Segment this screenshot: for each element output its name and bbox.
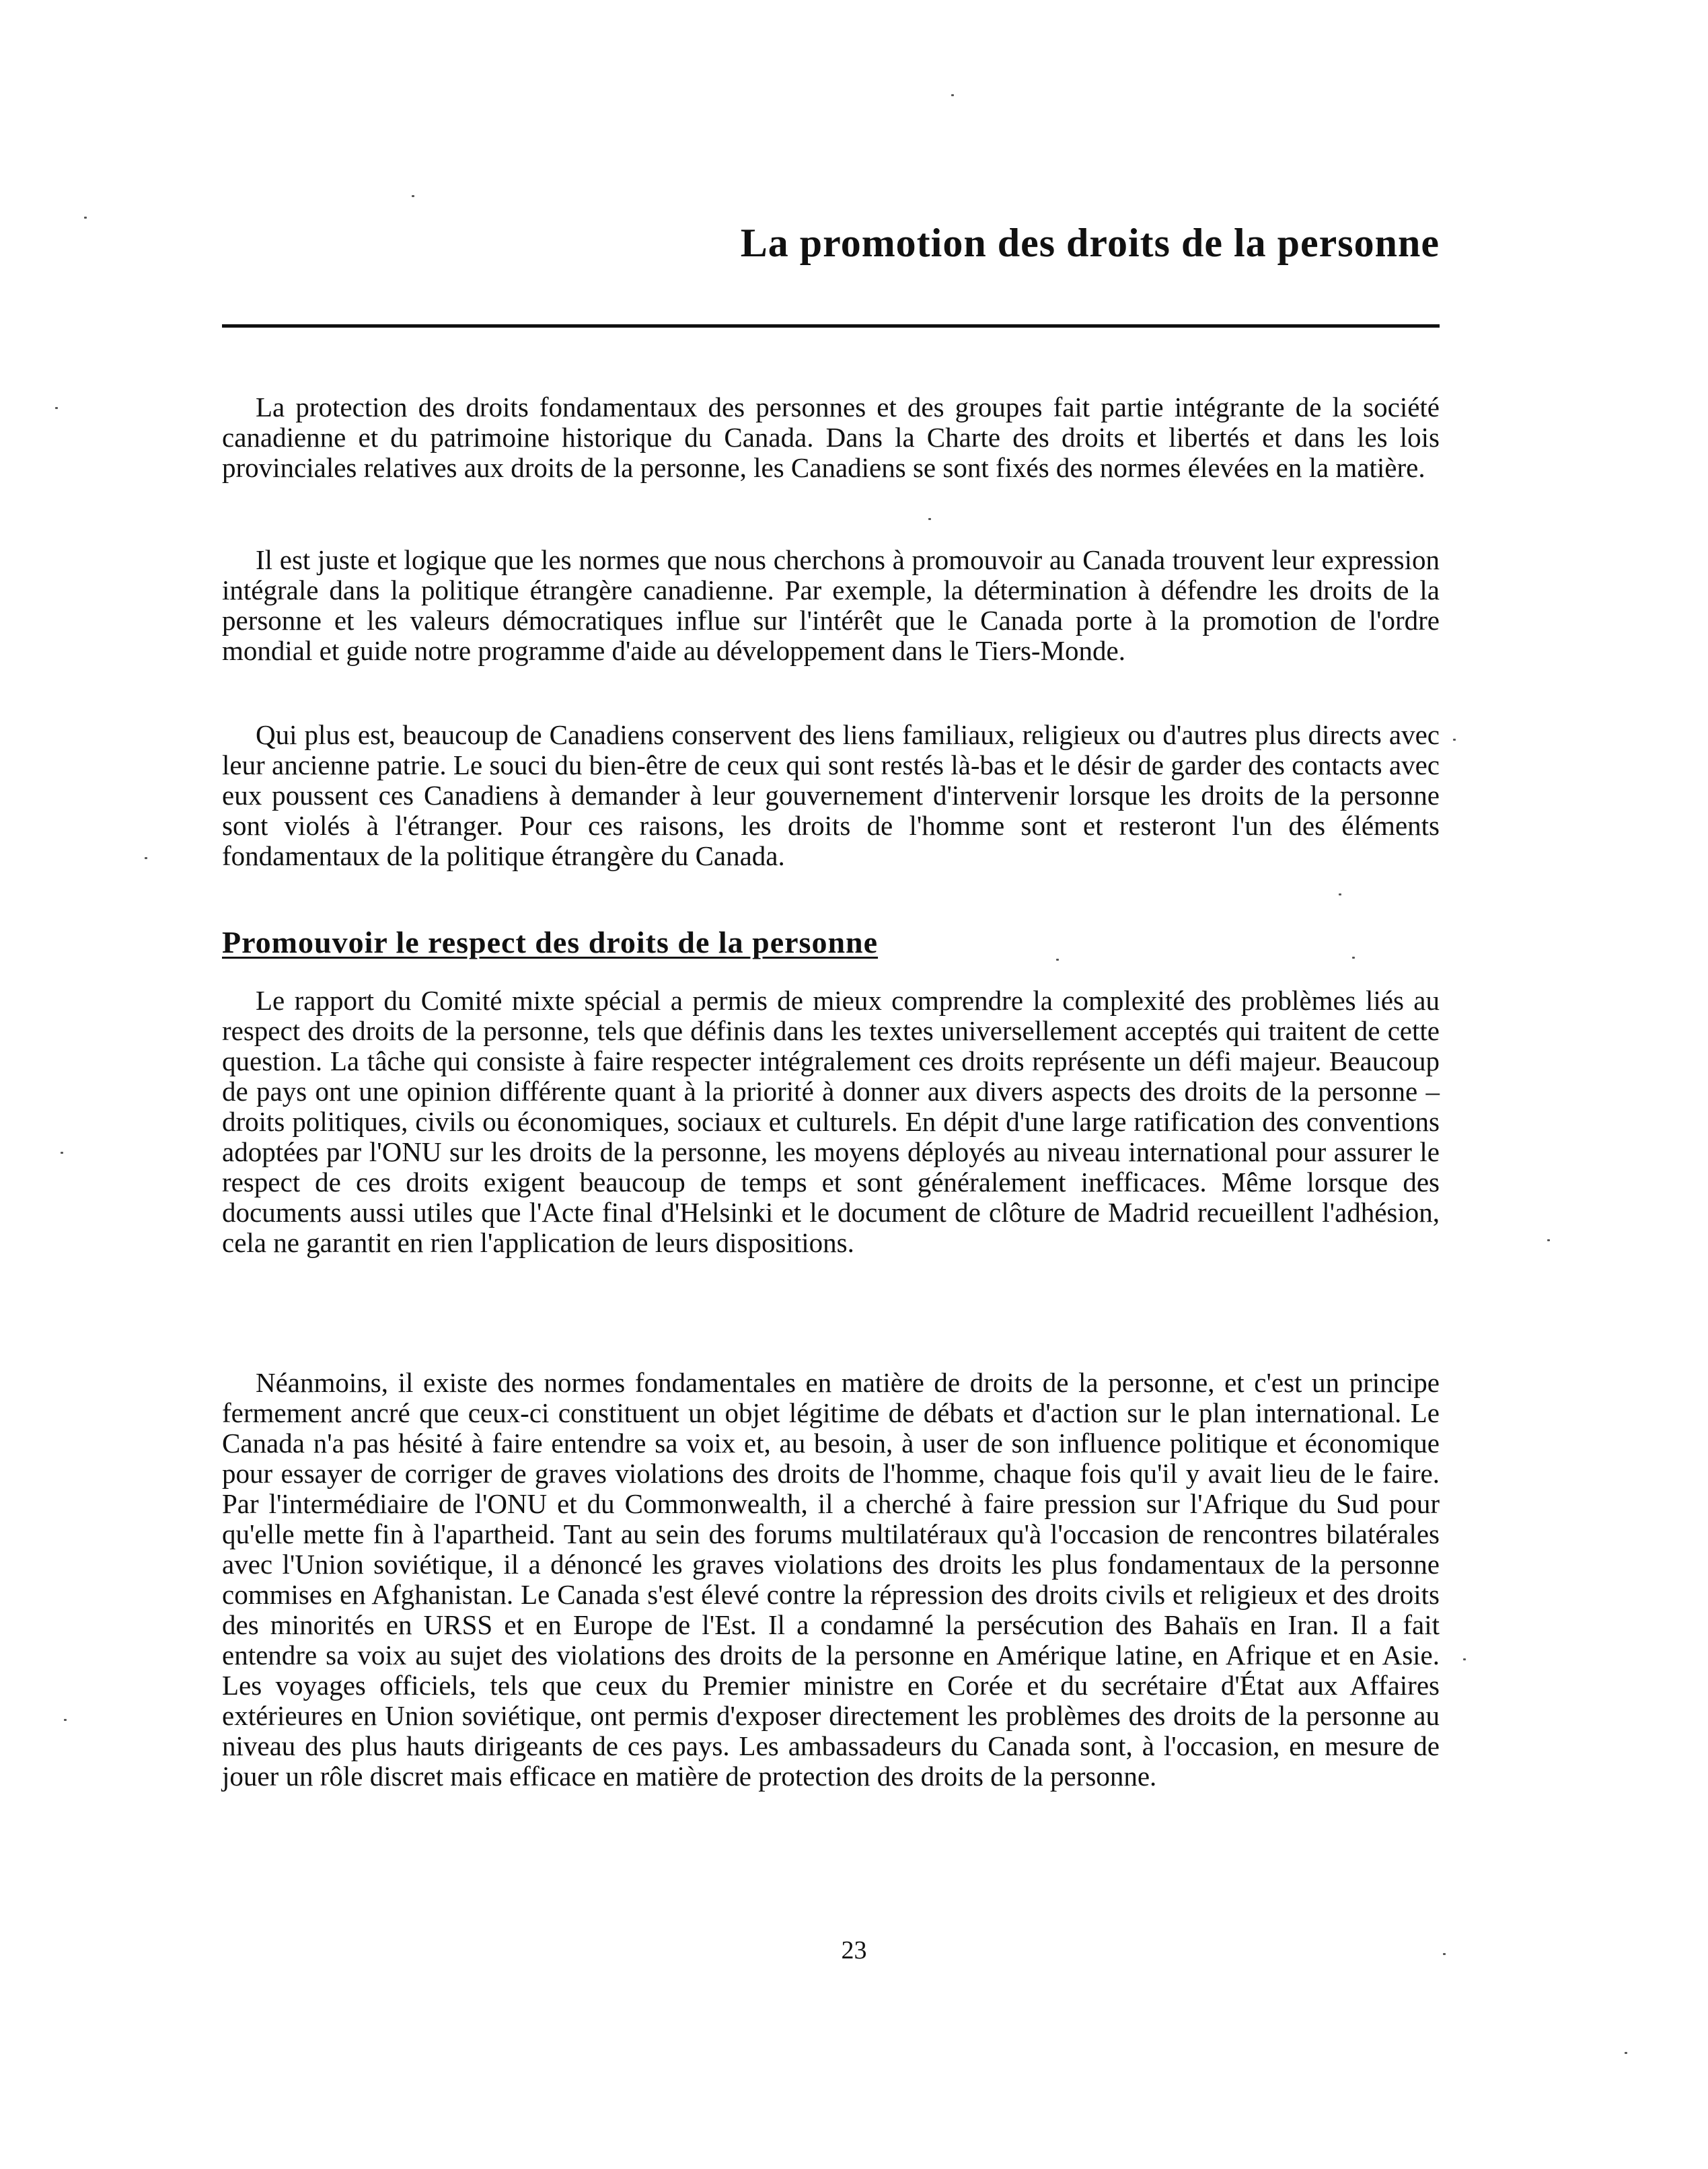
page-number: 23 [841, 1936, 867, 1964]
scan-speck [951, 94, 954, 96]
section-paragraph-1: Le rapport du Comité mixte spécial a permis de mieux comprendre la complexité des problèmes liés au respect des droits de la personne, tels que définis dans les textes universellement acceptés qui traitent de cette question. La tâche qui consiste à faire respecter intégralement ces droits représente un défi majeur. Beaucoup de pays ont une opinion différente quant à la priorité à donner aux divers aspects des droits de la personne – droits politiques, civils ou économiques, sociaux et culturels. En dépit d'une large ratification des conventions adoptées par l'ONU sur les droits de la personne, les moyens déployés au niveau international pour assurer le respect de ces droits exigent beaucoup de temps et sont généralement inefficaces. Même lorsque des documents aussi utiles que l'Acte final d'Helsinki et le document de clôture de Madrid recueillent l'adhésion, cela ne garantit en rien l'application de leurs dispositions. [222, 985, 1440, 1258]
scan-speck [412, 195, 414, 197]
paragraph-1: La protection des droits fondamentaux des personnes et des groupes fait partie intégrante de la société canadienne et du patrimoine historique du Canada. Dans la Charte des droits et libertés et dans les lois provinciales relatives aux droits de la personne, les Canadiens se sont fixés des normes élevées en la matière. [222, 392, 1440, 483]
scan-speck [61, 1152, 63, 1154]
scan-speck [1352, 957, 1355, 959]
page-title: La promotion des droits de la personne [740, 221, 1440, 265]
section-heading: Promouvoir le respect des droits de la personne [222, 925, 879, 959]
scan-speck [1339, 893, 1341, 895]
scan-speck [64, 1719, 67, 1721]
scan-speck [1463, 1658, 1466, 1660]
scan-speck [55, 407, 58, 409]
scan-speck [1625, 2052, 1627, 2054]
scan-speck [928, 518, 931, 520]
paragraph-2: Il est juste et logique que les normes que nous cherchons à promouvoir au Canada trouvent leur expression intégrale dans la politique étrangère canadienne. Par exemple, la détermination à défendre les droits de la personne et les valeurs démocratiques influe sur l'intérêt que le Canada porte à la promotion de l'ordre mondial et guide notre programme d'aide au développement dans le Tiers-Monde. [222, 544, 1440, 666]
scan-speck [1443, 1953, 1446, 1955]
scan-speck [145, 857, 147, 859]
section-paragraph-2: Néanmoins, il existe des normes fondamentales en matière de droits de la personne, et c'est un principe fermement ancré que ceux-ci constituent un objet légitime de débats et d'action sur le plan international. Le Canada n'a pas hésité à faire entendre sa voix et, au besoin, à user de son influence politique et économique pour essayer de corriger de graves violations des droits de l'homme, chaque fois qu'il y avait lieu de le faire. Par l'intermédiaire de l'ONU et du Commonwealth, il a cherché à faire pression sur l'Afrique du Sud pour qu'elle mette fin à l'apartheid. Tant au sein des forums multilatéraux qu'à l'occasion de rencontres bilatérales avec l'Union soviétique, il a dénoncé les graves violations des droits les plus fondamentaux de la personne commises en Afghanistan. Le Canada s'est élevé contre la répression des droits civils et religieux et des droits des minorités en URSS et en Europe de l'Est. Il a condamné la persécution des Bahaïs en Iran. Il a fait entendre sa voix au sujet des violations des droits de la personne en Amérique latine, en Afrique et en Asie. Les voyages officiels, tels que ceux du Premier ministre en Corée et du secrétaire d'État aux Affaires extérieures en Union soviétique, ont permis d'exposer directement les problèmes des droits de la personne au niveau des plus hauts dirigeants de ces pays. Les ambassadeurs du Canada sont, à l'occasion, en mesure de jouer un rôle discret mais efficace en matière de protection des droits de la personne. [222, 1367, 1440, 1792]
scan-speck [1547, 1239, 1550, 1241]
scan-speck [1056, 959, 1059, 961]
scan-speck [84, 217, 87, 219]
paragraph-3: Qui plus est, beaucoup de Canadiens conservent des liens familiaux, religieux ou d'autres plus directs avec leur ancienne patrie. Le souci du bien-être de ceux qui sont restés là-bas et le désir de garder des contacts avec eux poussent ces Canadiens à demander à leur gouvernement d'intervenir lorsque les droits de la personne sont violés à l'étranger. Pour ces raisons, les droits de l'homme sont et resteront l'un des éléments fondamentaux de la politique étrangère du Canada. [222, 719, 1440, 871]
scan-speck [1453, 739, 1456, 741]
title-rule [222, 324, 1440, 328]
